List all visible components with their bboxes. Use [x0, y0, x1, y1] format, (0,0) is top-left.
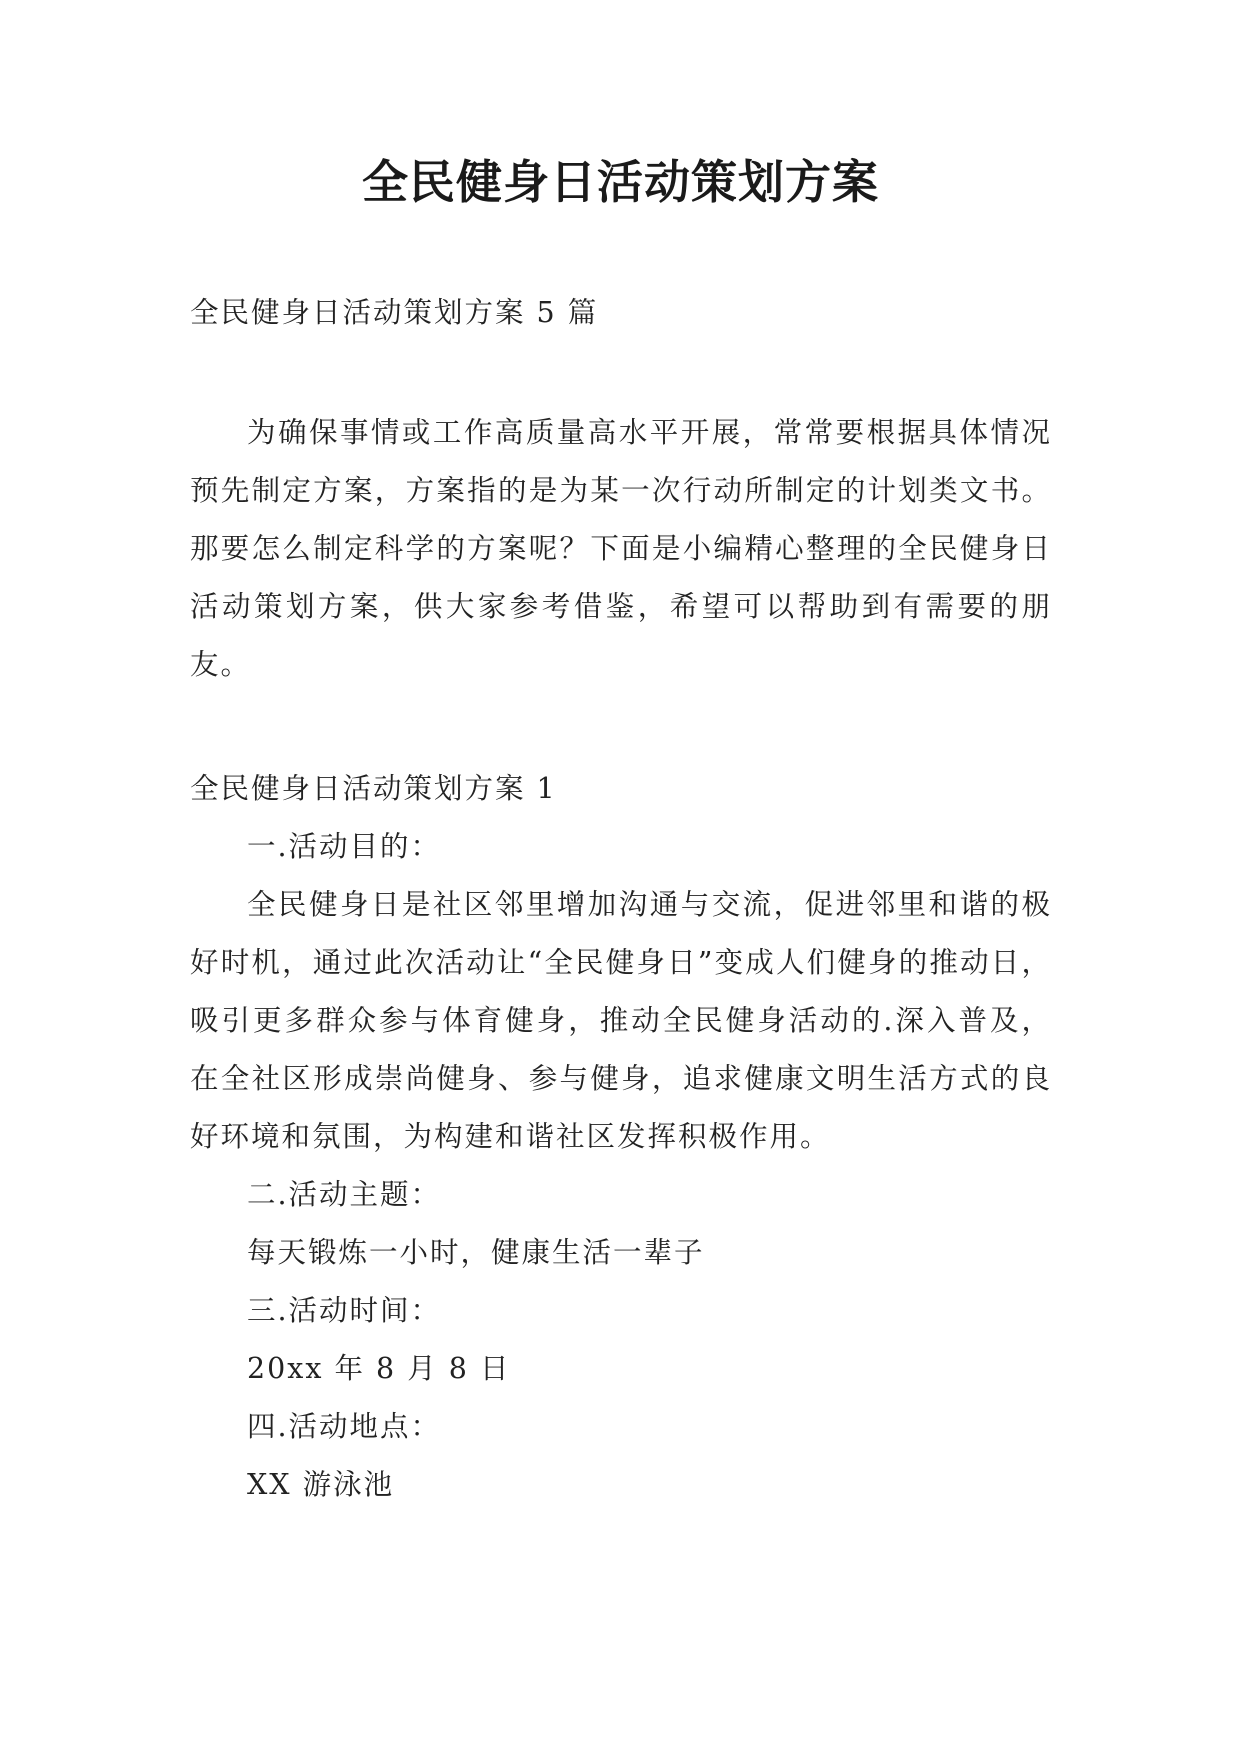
- document-title: 全民健身日活动策划方案: [362, 155, 879, 209]
- theme-label: 二.活动主题：: [247, 1178, 442, 1211]
- place-text: XX 游泳池: [247, 1468, 395, 1501]
- section-1: [190, 760, 1052, 1514]
- document-subtitle: 全民健身日活动策划方案 5 篇: [190, 296, 599, 329]
- purpose-label: 一.活动目的：: [247, 830, 442, 863]
- place-label: 四.活动地点：: [247, 1410, 442, 1443]
- section-heading: 全民健身日活动策划方案 1: [190, 772, 557, 805]
- purpose-paragraph: 全民健身日是社区邻里增加沟通与交流，促进邻里和谐的极好时机，通过此次活动让“全民健身日”变成人们健身的推动日，吸引更多群众参与体育健身，推动全民健身活动的.深入普及，在全社区形成崇尚健身、参与健身，追求健康文明生活方式的良好环境和氛围，为构建和谐社区发挥积极作用。: [190, 888, 1052, 1153]
- intro-paragraph: 为确保事情或工作高质量高水平开展，常常要根据具体情况预先制定方案，方案指的是为某一次行动所制定的计划类文书。那要怎么制定科学的方案呢？下面是小编精心整理的全民健身日活动策划方案，供大家参考借鉴，希望可以帮助到有需要的朋友。: [190, 416, 1052, 681]
- theme-text: 每天锻炼一小时，健康生活一辈子: [247, 1236, 705, 1269]
- time-label: 三.活动时间：: [247, 1294, 442, 1327]
- time-text: 20xx 年 8 月 8 日: [247, 1352, 511, 1385]
